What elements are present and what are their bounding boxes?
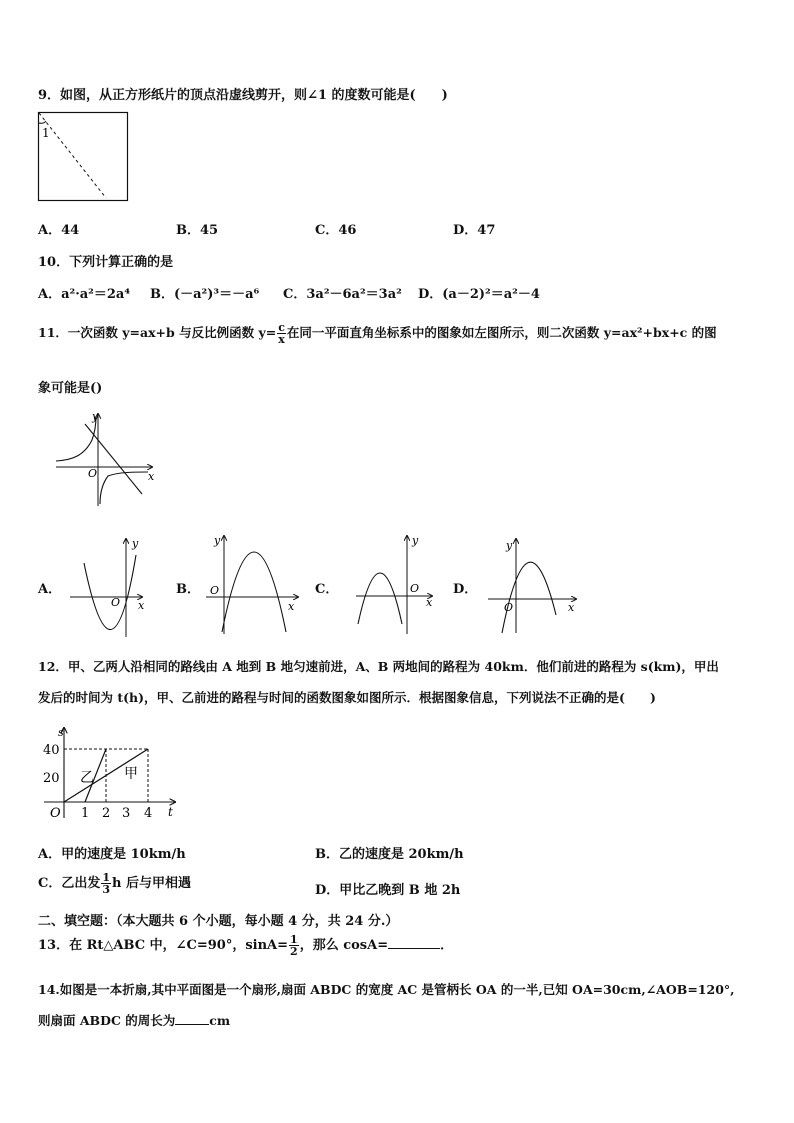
svg-text:x: x [426,596,433,609]
q12-t-label: t [168,805,173,819]
svg-text:O: O [504,601,514,614]
q12-stem-b: 发后的时间为 t(h)，甲、乙前进的路程与时间的函数图象如图所示．根据图象信息，下列说法不正确的是( ) [38,690,656,705]
q12-xtick-3: 3 [122,806,131,821]
q11-option-d: D． [453,582,478,597]
svg-text:y: y [214,534,221,547]
q12-s-label: s [58,726,64,739]
section-2-heading: 二、填空题：（本大题共 6 个小题，每小题 4 分，共 24 分.） [38,914,399,929]
q12-option-b: B．乙的速度是 20km/h [315,847,464,862]
q11-main-x: x [148,470,155,483]
q11-stem-line1 [38,322,717,345]
q9-angle-label: 1 [42,126,50,140]
svg-text:x: x [138,599,145,612]
q13-answer-blank[interactable] [388,948,440,949]
q12-xtick-1: 1 [81,806,90,821]
svg-text:y: y [132,537,139,550]
q12-label-jia: 甲 [124,766,138,782]
q9-square-figure [36,110,132,204]
q14-line2-b: cm [209,1013,231,1028]
svg-text:O: O [410,582,420,595]
q10-stem: 10．下列计算正确的是 [38,255,174,270]
q12-option-a: A．甲的速度是 10km/h [38,847,186,862]
q11-stem-c: 象可能是() [38,381,103,396]
q11-option-c: C． [315,582,339,597]
q9-option-a: A．44 [38,223,80,238]
q9-option-b: B．45 [176,223,219,238]
q11-stem-a: 11．一次函数 y=ax+b 与反比例函数 y= [38,325,277,340]
q13-stem: 13．在 Rt△ABC 中，∠C=90°，sinA= $\frac{1}{2}$ ，那么 cosA= ． [38,933,454,958]
q9-option-d: D．47 [453,223,496,238]
q10-option-b: B．(－a²)³＝－a⁶ [150,287,260,302]
q11-frac-num: c [278,321,285,334]
q13-stem-a: 13．在 Rt△ABC 中，∠C=90°，sinA= [38,938,289,953]
q11-graph-c [352,532,442,637]
q11-option-b: B． [176,582,200,597]
q12-label-yi: 乙 [80,770,94,786]
q11-graph-b [202,532,302,637]
svg-text:x: x [288,600,295,613]
svg-text:y: y [412,534,419,547]
q14-line1: 14.如图是一本折扇,其中平面图是一个扇形,扇面 ABDC 的宽度 AC 是管柄长 OA 的一半,已知 OA=30cm,∠AOB=120°, [38,982,735,997]
svg-text:O: O [111,596,121,609]
q10-option-a: A．a²·a²＝2a⁴ [38,287,131,302]
svg-text:x: x [568,601,575,614]
q11-graph-a [66,535,156,640]
q13-stem-b: ，那么 cosA= [299,938,389,953]
q12-option-c-a: C．乙出发 [38,876,101,891]
q13-fraction: $\frac{1}{2}$ [290,933,298,958]
q12-xtick-2: 2 [102,806,111,821]
q10-option-c: C．3a²－6a²＝3a² [283,287,402,302]
q11-frac-den: x [278,333,285,346]
q12-origin: O [50,806,61,821]
q11-main-y: y [92,410,99,423]
q9-stem: 9．如图，从正方形纸片的顶点沿虚线剪开，则∠1 的度数可能是( ) [38,88,448,103]
q12-ytick-40: 40 [43,743,60,758]
q11-stem-b: 在同一平面直角坐标系中的图象如左图所示，则二次函数 y=ax²+bx+c 的图 [286,325,717,340]
q12-option-c [38,872,191,895]
q14-answer-blank[interactable] [175,1024,209,1025]
q12-stem-a: 12．甲、乙两人沿相同的路线由 A 地到 B 地匀速前进，A、B 两地间的路程为 40km．他们前进的路程为 s(km)，甲出 [38,659,719,674]
q11-main-graph [52,410,162,510]
q11-main-o: O [88,467,98,480]
q10-option-d: D．(a－2)²＝a²－4 [418,287,540,302]
svg-text:y: y [506,539,513,552]
q11-option-a: A． [38,582,62,597]
q14-line2 [38,1011,230,1029]
q9-option-c: C．46 [315,223,357,238]
q11-graph-d [484,535,584,635]
q12-ytick-20: 20 [43,771,60,786]
q12-graph [40,722,190,822]
q12-option-c-b: h 后与甲相遇 [112,876,191,891]
q11-fraction [277,322,286,345]
q12-xtick-4: 4 [144,806,153,821]
q12-option-d: D．甲比乙晚到 B 地 2h [315,883,461,898]
q12-option-c-frac: $\frac{1}{3}$ [102,871,111,896]
q14-line2-a: 则扇面 ABDC 的周长为 [38,1013,176,1028]
svg-text:O: O [210,584,220,597]
